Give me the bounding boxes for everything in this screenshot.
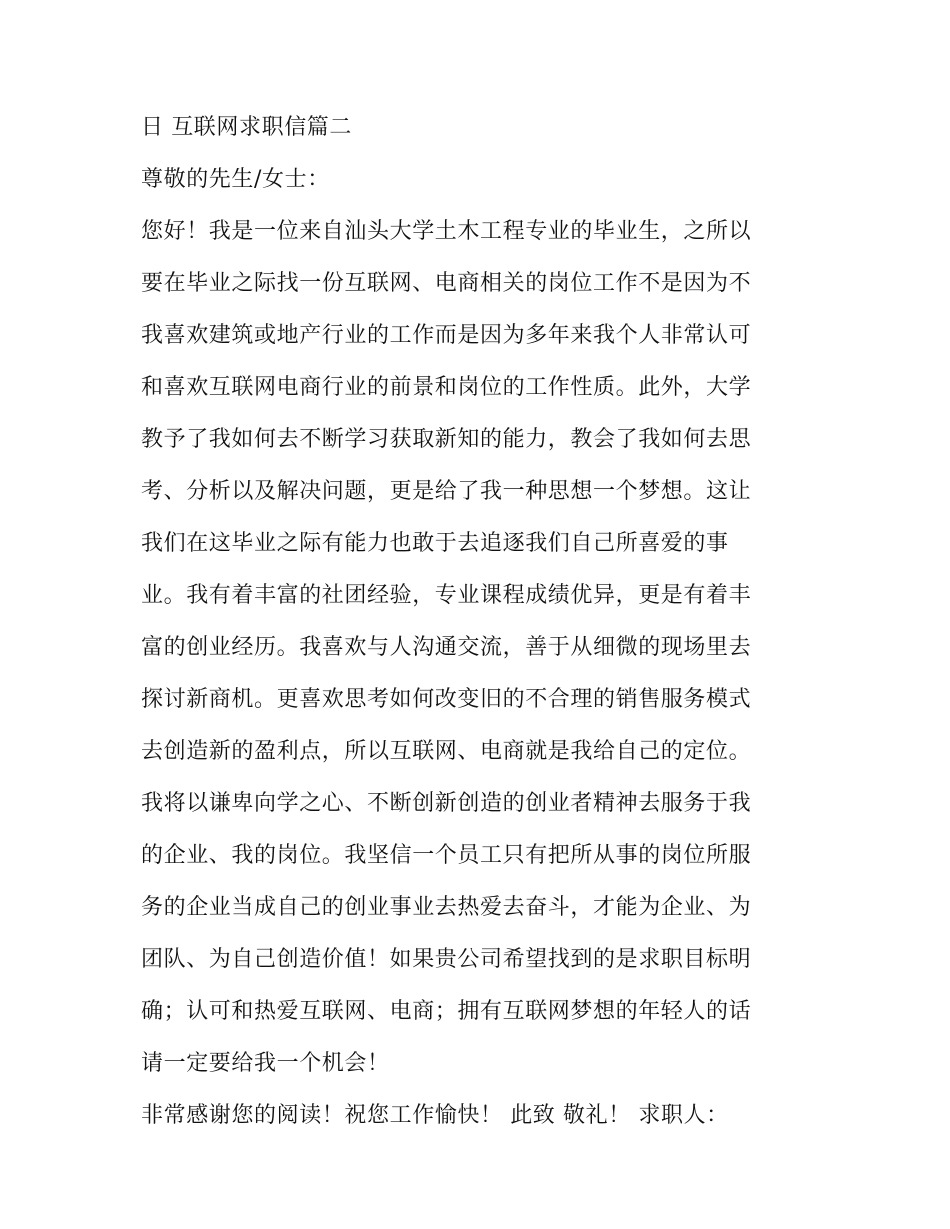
body-line: 业。我有着丰富的社团经验，专业课程成绩优异，更是有着丰 bbox=[141, 583, 752, 608]
body-line: 团队、为自己创造价值！如果贵公司希望找到的是求职目标明 bbox=[141, 947, 752, 972]
body-line: 确；认可和热爱互联网、电商；拥有互联网梦想的年轻人的话 bbox=[141, 999, 752, 1024]
body-line: 教予了我如何去不断学习获取新知的能力，教会了我如何去思 bbox=[141, 427, 752, 452]
body-line: 富的创业经历。我喜欢与人沟通交流，善于从细微的现场里去 bbox=[141, 635, 752, 660]
body-line: 去创造新的盈利点，所以互联网、电商就是我给自己的定位。 bbox=[141, 739, 752, 764]
body-line: 要在毕业之际找一份互联网、电商相关的岗位工作不是因为不 bbox=[141, 271, 752, 296]
body-line: 我们在这毕业之际有能力也敢于去追逐我们自己所喜爱的事 bbox=[141, 531, 729, 556]
body-line: 务的企业当成自己的创业事业去热爱去奋斗，才能为企业、为 bbox=[141, 895, 752, 920]
body-line: 我将以谦卑向学之心、不断创新创造的创业者精神去服务于我 bbox=[141, 791, 752, 816]
body-line: 探讨新商机。更喜欢思考如何改变旧的不合理的销售服务模式 bbox=[141, 687, 752, 712]
salutation: 尊敬的先生/女士： bbox=[141, 167, 330, 192]
body-line: 的企业、我的岗位。我坚信一个员工只有把所从事的岗位所服 bbox=[141, 843, 752, 868]
body-line: 和喜欢互联网电商行业的前景和岗位的工作性质。此外，大学 bbox=[141, 375, 752, 400]
document-title: 日 互联网求职信篇二 bbox=[141, 115, 352, 140]
body-line: 考、分析以及解决问题，更是给了我一种思想一个梦想。这让 bbox=[141, 479, 752, 504]
body-line: 请一定要给我一个机会！ bbox=[141, 1051, 390, 1076]
body-line: 您好！我是一位来自汕头大学土木工程专业的毕业生，之所以 bbox=[141, 219, 752, 244]
closing-line: 非常感谢您的阅读！祝您工作愉快！ 此致 敬礼！ 求职人： bbox=[141, 1103, 729, 1128]
body-line: 我喜欢建筑或地产行业的工作而是因为多年来我个人非常认可 bbox=[141, 323, 752, 348]
